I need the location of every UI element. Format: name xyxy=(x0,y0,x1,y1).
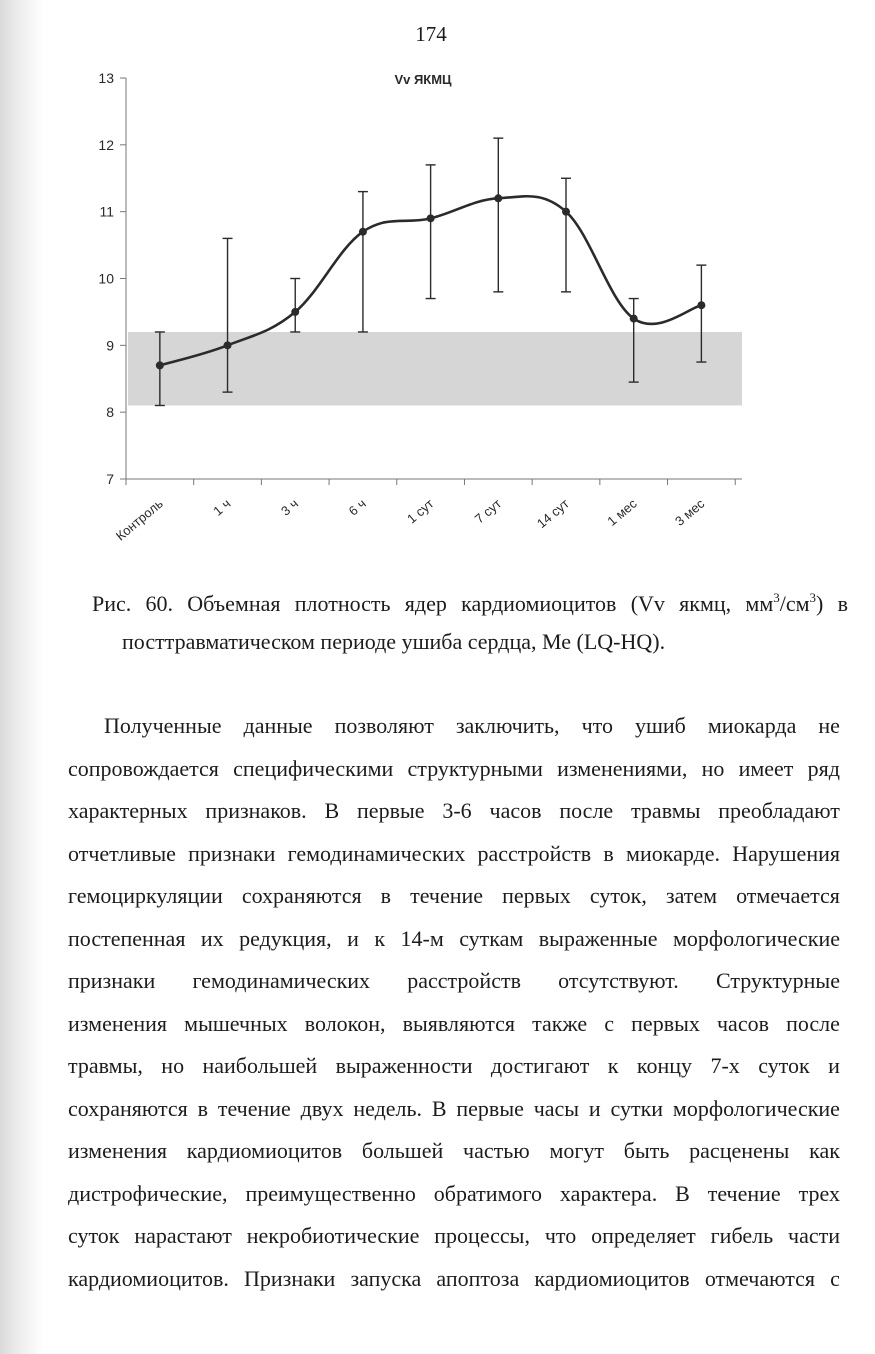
paragraph-word: первые xyxy=(357,798,425,823)
x-tick-label: 7 сут xyxy=(471,495,505,527)
y-tick-label: 10 xyxy=(98,270,114,287)
paragraph-word: сохраняются xyxy=(68,1095,188,1121)
paragraph-word: 14-м xyxy=(400,925,444,951)
data-point xyxy=(224,341,232,349)
paragraph-word: 7-х xyxy=(710,1053,740,1078)
paragraph-word: характерных xyxy=(68,798,188,823)
data-point xyxy=(291,308,299,316)
paragraph-line xyxy=(68,1003,840,1046)
paragraph-word: течение xyxy=(217,1095,291,1121)
paragraph-line xyxy=(68,790,840,833)
paragraph-word: и xyxy=(347,925,359,951)
paragraph-word: кардиомиоцитов xyxy=(186,1138,343,1163)
data-point xyxy=(427,214,435,222)
paragraph-word: гемодинамических xyxy=(192,968,371,993)
paragraph-word: первых xyxy=(502,883,571,908)
x-tick-label: 14 сут xyxy=(533,495,572,532)
paragraph-word: расстройств xyxy=(407,968,521,993)
paragraph-word: кардиомиоцитов xyxy=(534,1265,690,1291)
paragraph-word: недель. xyxy=(353,1095,423,1121)
paragraph-word: характера. xyxy=(559,1180,658,1206)
caption-word: кардиомиоцитов xyxy=(461,591,617,616)
paragraph-line xyxy=(68,1173,840,1216)
paragraph-word: ряд xyxy=(807,755,840,781)
paragraph-word: травмы xyxy=(631,798,701,823)
paragraph-line xyxy=(68,705,840,748)
paragraph-word: первых xyxy=(631,1010,700,1036)
paragraph-word: двух xyxy=(300,1095,344,1121)
paragraph-word: и xyxy=(828,1053,840,1078)
paragraph-word: позволяют xyxy=(334,713,434,738)
paragraph-word: волокон, xyxy=(304,1010,386,1036)
paragraph-word: морфологические xyxy=(672,1095,840,1121)
paragraph-word: к xyxy=(607,1053,619,1078)
y-tick-label: 13 xyxy=(98,70,114,86)
paragraph-word: мышечных xyxy=(184,1010,288,1036)
paragraph-word: концу xyxy=(636,1053,693,1078)
paragraph-word: специфическими xyxy=(233,755,394,781)
paragraph-word: к xyxy=(374,925,386,951)
caption-word: ядер xyxy=(404,591,447,616)
paragraph-word: могут xyxy=(549,1138,605,1163)
paragraph-line xyxy=(68,833,840,876)
paragraph-word: гибель xyxy=(710,1223,774,1248)
paragraph-word: сохраняются xyxy=(241,883,362,908)
paragraph-word: в xyxy=(197,1095,209,1121)
paragraph-word: Признаки xyxy=(243,1265,336,1291)
paragraph-line xyxy=(68,1215,840,1258)
reference-band xyxy=(128,332,742,406)
data-point xyxy=(494,194,502,202)
paragraph-word: имеет xyxy=(738,755,794,781)
paragraph-word: изменения xyxy=(68,1010,168,1036)
paragraph-word: структурными xyxy=(407,755,543,781)
paragraph-line xyxy=(68,960,840,1003)
paragraph-word: большей xyxy=(361,1138,444,1163)
paragraph-word: выявляются xyxy=(402,1010,516,1036)
paragraph-word: наибольшей xyxy=(202,1053,318,1078)
paragraph-line xyxy=(68,1258,840,1301)
y-tick-label: 7 xyxy=(106,471,114,487)
paragraph-word: течение xyxy=(410,883,484,908)
paragraph-word: преобладают xyxy=(718,798,840,823)
paragraph-word: суток xyxy=(758,1053,810,1078)
paragraph-word: гемодинамических xyxy=(287,840,466,866)
paragraph-word: признаки xyxy=(68,968,156,993)
caption-word: (Vv xyxy=(630,591,665,616)
paragraph-word: части xyxy=(788,1223,840,1248)
paragraph-word: выраженные xyxy=(538,925,658,951)
paragraph-word: морфологические xyxy=(672,925,840,951)
data-point xyxy=(630,315,638,323)
paragraph-line xyxy=(68,1045,840,1088)
x-tick-label: 3 мес xyxy=(671,495,708,529)
paragraph-word: суток xyxy=(68,1223,120,1248)
paragraph-word: ушиб xyxy=(634,713,686,738)
paragraph-word: процессы, xyxy=(434,1223,530,1248)
data-point xyxy=(156,361,164,369)
paragraph-word: с xyxy=(604,1010,615,1036)
caption-word: плотность xyxy=(294,591,391,616)
paragraph-word: преимущественно xyxy=(245,1180,416,1206)
paragraph-line xyxy=(68,1130,840,1173)
paragraph-word: часов xyxy=(716,1010,769,1036)
paragraph-word: затем xyxy=(665,883,718,908)
paragraph-word: после xyxy=(559,798,614,823)
figure-caption xyxy=(92,585,848,661)
paragraph-word: также xyxy=(532,1010,588,1036)
data-point xyxy=(562,208,570,216)
paragraph-word: суток, xyxy=(589,883,647,908)
x-tick-label: 1 мес xyxy=(604,495,640,529)
paragraph-word: Нарушения xyxy=(732,840,840,866)
paragraph-line xyxy=(68,918,840,961)
x-tick-label: 3 ч xyxy=(278,495,302,519)
paragraph-word: травмы, xyxy=(68,1053,143,1078)
caption-word: Объемная xyxy=(187,591,281,616)
paragraph-line xyxy=(68,875,840,918)
caption-word: в xyxy=(837,591,848,616)
paragraph-word: заключить, xyxy=(455,713,560,738)
y-tick-label: 11 xyxy=(99,203,114,220)
paragraph-word: достигают xyxy=(490,1053,590,1078)
caption-line-1 xyxy=(92,585,848,623)
paragraph-word: миокарда xyxy=(707,713,797,738)
paragraph-word: миокарде. xyxy=(626,840,721,866)
paragraph-word: выраженности xyxy=(335,1053,473,1078)
paragraph-word: но xyxy=(701,755,725,781)
y-tick-label: 12 xyxy=(98,136,114,153)
paragraph-word: Полученные xyxy=(104,713,222,738)
paragraph-word: отсутствуют. xyxy=(558,968,679,993)
x-tick-label: 1 сут xyxy=(404,495,437,527)
paragraph-word: расстройств xyxy=(477,840,592,866)
paragraph-word: некробиотические xyxy=(246,1223,420,1248)
paragraph-word: трех xyxy=(798,1180,840,1206)
paragraph-word: расценены xyxy=(689,1138,790,1163)
paragraph-word: в xyxy=(603,840,614,866)
y-tick-label: 8 xyxy=(106,404,114,421)
paragraph-word: часов xyxy=(489,798,542,823)
x-tick-label: 6 ч xyxy=(345,495,369,519)
paragraph-word: что xyxy=(581,713,613,738)
paragraph-word: в xyxy=(380,883,392,908)
paragraph-word: дистрофические, xyxy=(68,1180,228,1206)
paragraph-line xyxy=(68,748,840,791)
paragraph-word: после xyxy=(786,1010,840,1036)
data-point xyxy=(697,301,705,309)
caption-word: якмц, xyxy=(679,591,732,616)
paragraph-word: апоптоза xyxy=(436,1265,520,1291)
paragraph-word: кардиомиоцитов. xyxy=(68,1265,229,1291)
line-chart xyxy=(0,0,875,580)
caption-word: 60. xyxy=(145,591,174,616)
paragraph-word: быть xyxy=(623,1138,670,1163)
paragraph-word: нарастают xyxy=(134,1223,232,1248)
paragraph-word: запуска xyxy=(350,1265,422,1291)
paragraph-word: В xyxy=(431,1095,447,1121)
paragraph-word: В xyxy=(675,1180,690,1206)
paragraph-word: В xyxy=(324,798,340,823)
y-tick-label: 9 xyxy=(106,337,114,354)
paragraph-word: изменениями, xyxy=(557,755,688,781)
paragraph-word: не xyxy=(818,713,840,738)
paragraph-word: их xyxy=(200,925,224,951)
paragraph-word: данные xyxy=(243,713,313,738)
paragraph-word: и xyxy=(588,1095,601,1121)
paragraph-word: течение xyxy=(707,1180,781,1206)
paragraph-line xyxy=(68,1088,840,1131)
paragraph-word: изменения xyxy=(68,1138,168,1163)
paragraph-word: 3-6 xyxy=(442,798,472,823)
paragraph-word: часы xyxy=(533,1095,580,1121)
caption-word: Рис. xyxy=(92,591,132,616)
x-tick-label: Контроль xyxy=(112,495,166,544)
paragraph-word: определяет xyxy=(591,1223,696,1248)
paragraph-word: сутки xyxy=(610,1095,664,1121)
paragraph-word: сопровождается xyxy=(68,755,219,781)
paragraph-word: редукция, xyxy=(239,925,332,951)
caption-line-2: посттравматическом периоде ушиба сердца, Ме (LQ-HQ). xyxy=(122,629,666,654)
paragraph-word: но xyxy=(161,1053,185,1078)
page-number: 174 xyxy=(415,22,447,46)
paragraph-word: отмечаются xyxy=(704,1265,816,1291)
body-paragraph xyxy=(68,705,840,1300)
paragraph-word: суткам xyxy=(459,925,524,951)
paragraph-word: первые xyxy=(456,1095,524,1121)
caption-unit: $мм^3/см^3$) xyxy=(745,590,824,616)
paragraph-word: отмечается xyxy=(736,883,840,908)
paragraph-word: обратимого xyxy=(433,1180,542,1206)
paragraph-word: частью xyxy=(463,1138,530,1163)
paragraph-word: гемоциркуляции xyxy=(68,883,223,908)
paragraph-word: отчетливые xyxy=(68,840,176,866)
data-point xyxy=(359,228,367,236)
paragraph-word: признаков. xyxy=(205,798,307,823)
paragraph-word: Структурные xyxy=(715,968,840,993)
paragraph-word: как xyxy=(809,1138,840,1163)
paragraph-word: с xyxy=(830,1265,840,1291)
chart-title: Vv ЯКМЦ xyxy=(394,72,452,87)
x-tick-label: 1 ч xyxy=(210,495,234,519)
paragraph-word: постепенная xyxy=(68,925,186,951)
paragraph-word: что xyxy=(544,1223,577,1248)
paragraph-word: признаки xyxy=(188,840,276,866)
